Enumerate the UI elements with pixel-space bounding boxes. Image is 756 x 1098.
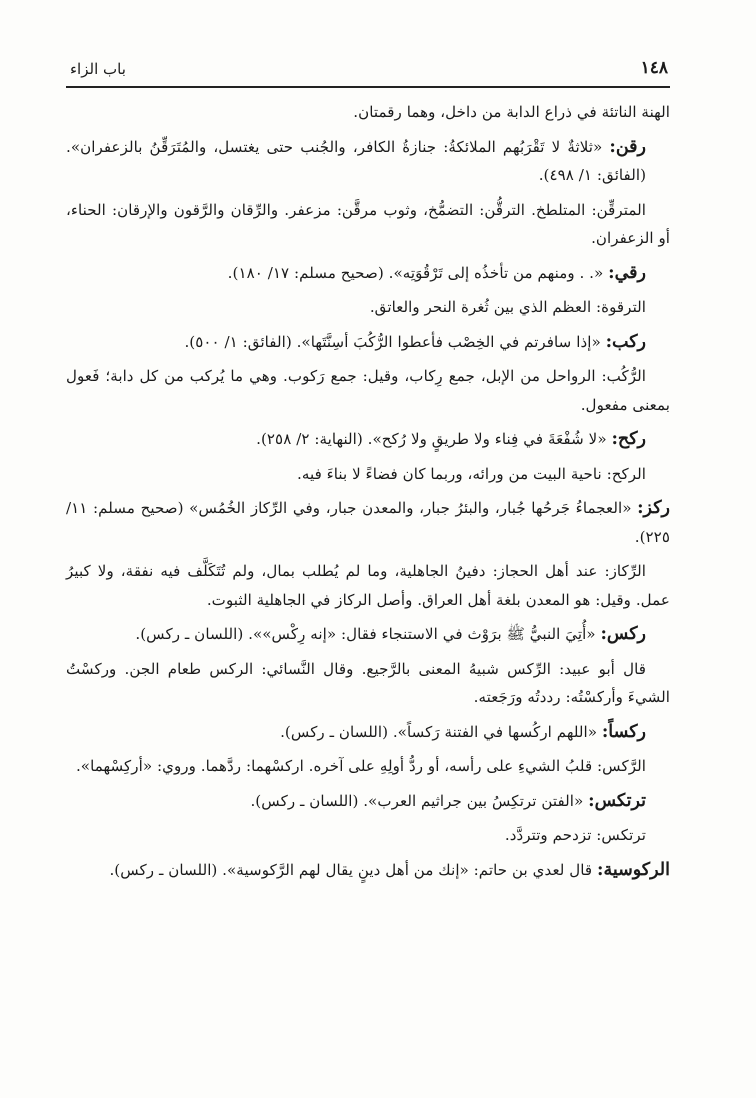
- page-body: [66, 98, 670, 884]
- dictionary-entry: [66, 620, 670, 649]
- dictionary-entry: [66, 328, 670, 357]
- entry-text: الهنة الناتئة في ذراع الدابة من داخل، وهما رقمتان.: [353, 103, 670, 121]
- entry-text: قال أبو عبيد: الرِّكس شبيهُ المعنى بالرَّجيع. وقال النَّسائي: الركس طعام الجن. وركسْتُ الشيءَ وأركسْتُه: رددتُه ورَجَعته.: [66, 659, 670, 706]
- dictionary-entry: [66, 259, 670, 288]
- dictionary-entry: [66, 494, 670, 551]
- entry-text: «لا شُفْعَةَ في فِناء ولا طريقٍ ولا رُكح». (النهاية: ٢/ ٢٥٨).: [256, 430, 612, 448]
- definition-paragraph: [66, 293, 670, 322]
- entry-text: ترتكس: تزدحم وتتردَّد.: [504, 826, 646, 844]
- dictionary-entry: [66, 787, 670, 816]
- entry-text: «ثلاثةٌ لا تَقْرَبُهم الملائكةُ: جنازةُ الكافر، والجُنب حتى يغتسل، والمُتَرَقِّنُ بالزعفران». (الفائق: ١/ ٤٩٨).: [66, 137, 646, 184]
- dictionary-entry: [66, 133, 670, 190]
- dictionary-entry: [66, 425, 670, 454]
- entry-text: «اللهم اركُسها في الفتنة رَكساً». (اللسان ـ ركس).: [280, 722, 602, 741]
- definition-paragraph: [66, 557, 670, 614]
- chapter-title: باب الزاء: [70, 60, 126, 78]
- entry-text: «إذا سافرتم في الخِصْب فأعطوا الرُّكُبَ أسِنَّتَها». (الفائق: ١/ ٥٠٠).: [184, 332, 606, 351]
- entry-text: «العجماءُ جَرحُها جُبار، والبئرُ جبار، والمعدن جبار، وفي الرِّكاز الخُمُس» (صحيح مسلم: ١١/ ٢٢٥).: [66, 499, 670, 546]
- entry-text: الرَّكس: قلبُ الشيءِ على رأسه، أو ردُّ أولِهِ على آخره. اركسْهما: ردَّهما. وروي: «أركِسْهما».: [75, 757, 646, 775]
- headword: ركساً:: [601, 721, 646, 742]
- definition-paragraph: [66, 362, 670, 419]
- definition-paragraph: [66, 460, 670, 489]
- headword: الركوسية:: [596, 859, 670, 880]
- entry-text: الركح: ناحية البيت من ورائه، وربما كان فضاءً لا بناءَ فيه.: [297, 464, 646, 483]
- definition-paragraph: [66, 752, 670, 781]
- entry-text: الترقوة: العظم الذي بين ثُغرة النحر والعاتق.: [369, 298, 646, 316]
- headword: ركز:: [637, 498, 670, 518]
- definition-paragraph: [66, 196, 670, 253]
- entry-text: المترقِّن: المتلطخ. الترقُّن: التضمُّخ، وثوب مرقَّن: مزعفر. والرِّقان والرَّقون والإرقان: الحناء، أو الزعفران.: [66, 200, 670, 247]
- dictionary-entry: [66, 718, 670, 747]
- dictionary-entry: [66, 856, 670, 885]
- entry-text: «الفتن ترتكِسُ بين جراثيم العرب». (اللسان ـ ركس).: [250, 791, 589, 810]
- entry-text: «. . ومنهم من تأخذُه إلى تَرْقُوَتِه». (صحيح مسلم: ١٧/ ١٨٠).: [227, 263, 609, 282]
- book-page: [66, 52, 670, 1052]
- entry-text: الرُّكُب: الرواحل من الإبل، جمع رِكاب، وقيل: جمع رَكوب. وهي ما يُركب من كل دابة؛ فَعول بمعنى مفعول.: [66, 367, 670, 414]
- headword: ركب:: [605, 331, 646, 352]
- headword: رقن:: [609, 136, 646, 157]
- headword: ترتكس:: [588, 790, 646, 811]
- headword: ركس:: [600, 624, 646, 644]
- running-header: [66, 52, 670, 88]
- definition-paragraph: [66, 655, 670, 712]
- entry-text: قال لعدي بن حاتم: «إنك من أهل دينٍ يقال لهم الرَّكوسية». (اللسان ـ ركس).: [109, 860, 597, 879]
- entry-text: «أُتِيَ النبيُّ ﷺ برَوْث في الاستنجاء فقال: «إنه رِكْس»». (اللسان ـ ركس).: [135, 625, 601, 643]
- entry-text: الرِّكاز: عند أهل الحجاز: دفينُ الجاهلية، وما لم يُطلب بمال، ولم تُتَكَلَّف فيه نفقة، ولا كبيرُ عمل. وقيل: هو المعدن بلغة أهل العراق. وأصل الركاز في الجاهلية الثبوت.: [66, 562, 670, 609]
- headword: ركح:: [611, 429, 646, 449]
- page-number: ١٤٨: [640, 58, 668, 78]
- definition-paragraph: [66, 98, 670, 127]
- definition-paragraph: [66, 821, 670, 850]
- headword: رقي:: [608, 262, 646, 283]
